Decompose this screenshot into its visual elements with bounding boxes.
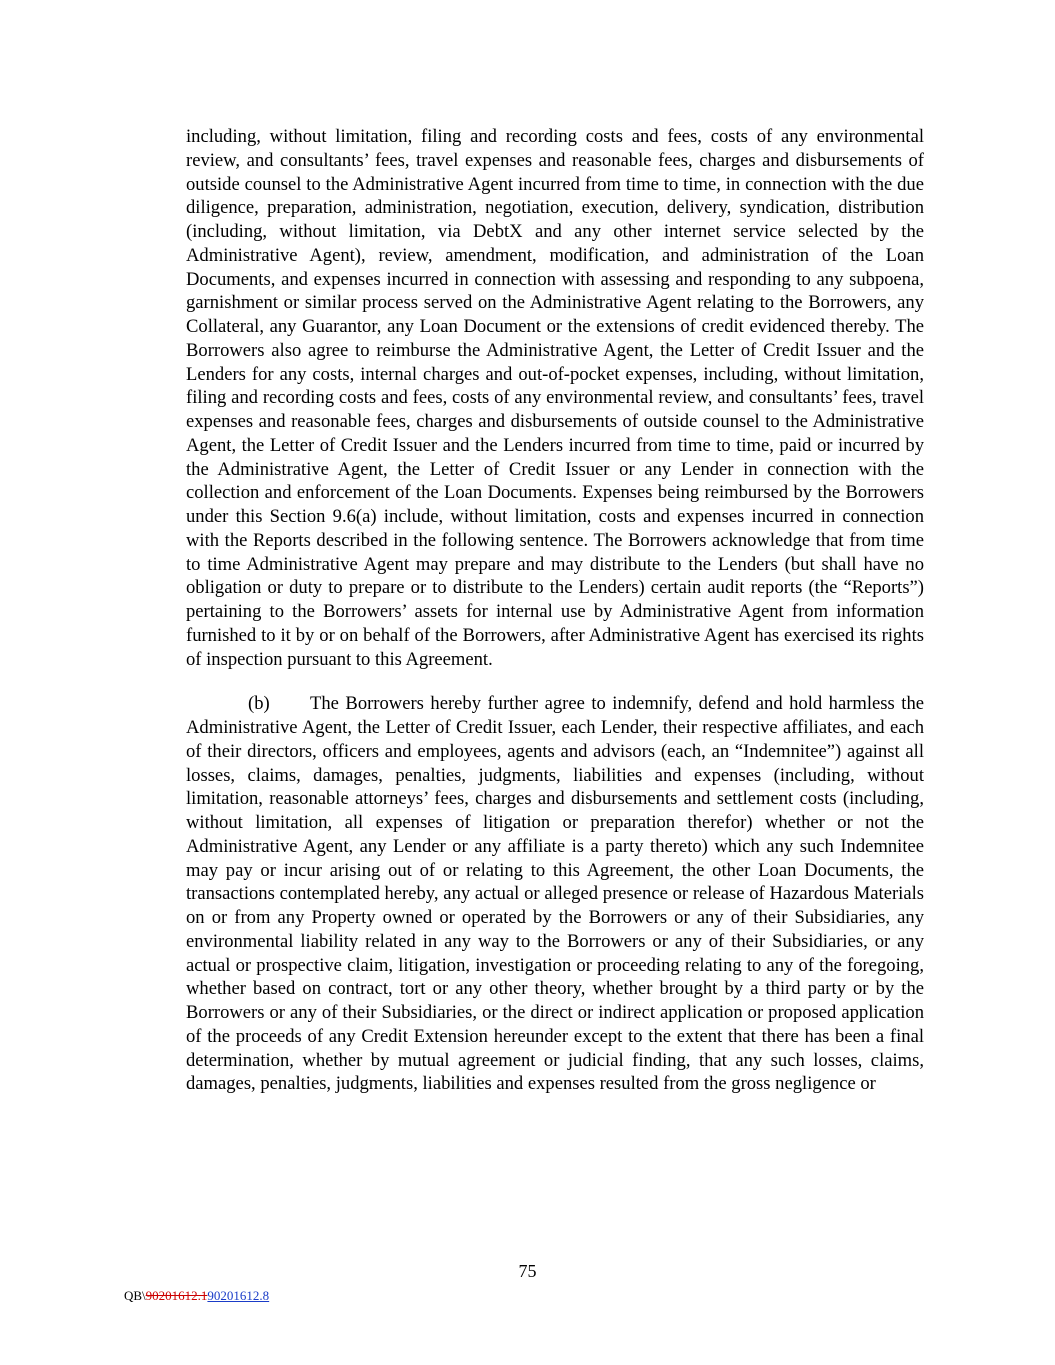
paragraph-b	[186, 692, 924, 1096]
doc-id-inserted-revision[interactable]: 90201612.8	[207, 1288, 270, 1303]
paragraph-a-continued: including, without limitation, filing and recording costs and fees, costs of any environmental review, and consultants’ fees, travel expenses and reasonable fees, charges and disbursements of outside counsel to the Administrative Agent incurred from time to time, in connection with the due diligence, preparation, administration, negotiation, execution, delivery, syndication, distribution (including, without limitation, via DebtX and any other internet service selected by the Administrative Agent), review, amendment, modification, and administration of the Loan Documents, and expenses incurred in connection with assessing and responding to any subpoena, garnishment or similar process served on the Administrative Agent relating to the Borrowers, any Collateral, any Guarantor, any Loan Document or the extensions of credit evidenced thereby. The Borrowers also agree to reimburse the Administrative Agent, the Letter of Credit Issuer and the Lenders for any costs, internal charges and out-of-pocket expenses, including, without limitation, filing and recording costs and fees, costs of any environmental review, and consultants’ fees, travel expenses and reasonable fees, charges and disbursements of outside counsel to the Administrative Agent, the Letter of Credit Issuer and the Lenders incurred from time to time, paid or incurred by the Administrative Agent, the Letter of Credit Issuer or any Lender in connection with the collection and enforcement of the Loan Documents. Expenses being reimbursed by the Borrowers under this Section 9.6(a) include, without limitation, costs and expenses incurred in connection with the Reports described in the following sentence. The Borrowers acknowledge that from time to time Administrative Agent may prepare and may distribute to the Lenders (but shall have no obligation or duty to prepare or to distribute to the Lenders) certain audit reports (the “Reports”) pertaining to the Borrowers’ assets for internal use by Administrative Agent from information furnished to it by or on behalf of the Borrowers, after Administrative Agent has exercised its rights of inspection pursuant to this Agreement.	[186, 126, 924, 670]
paragraph-b-label: (b)	[248, 693, 270, 715]
document-id-footer	[124, 1288, 269, 1304]
paragraph-b-text: The Borrowers hereby further agree to indemnify, defend and hold harmless the Administrative Agent, the Letter of Credit Issuer, each Lender, their respective affiliates, and each of their directors, officers and employees, agents and advisors (each, an “Indemnitee”) against all losses, claims, damages, penalties, judgments, liabilities and expenses (including, without limitation, reasonable attorneys’ fees, charges and disbursements and settlement costs (including, without limitation, all expenses of litigation or preparation therefor) whether or not the Administrative Agent, any Lender or any affiliate is a party thereto) which any such Indemnitee may pay or incur arising out of or relating to this Agreement, the other Loan Documents, the transactions contemplated hereby, any actual or alleged presence or release of Hazardous Materials on or from any Property owned or operated by the Borrowers or any of their Subsidiaries, any environmental liability related in any way to the Borrowers or any of their Subsidiaries, or any actual or prospective claim, litigation, investigation or proceeding relating to any of the foregoing, whether based on contract, tort or any other theory, whether brought by a third party or by the Borrowers or any of their Subsidiaries, or the direct or indirect application or proposed application of the proceeds of any Credit Extension hereunder except to the extent that there has been a final determination, whether by mutual agreement or judicial finding, that any such losses, claims, damages, penalties, judgments, liabilities and expenses resulted from the gross negligence or	[186, 693, 924, 1095]
page-number: 75	[518, 1261, 537, 1281]
document-body	[186, 125, 924, 1096]
doc-id-prefix: QB\	[124, 1288, 146, 1303]
doc-id-deleted-revision: 90201612.1	[145, 1288, 208, 1303]
